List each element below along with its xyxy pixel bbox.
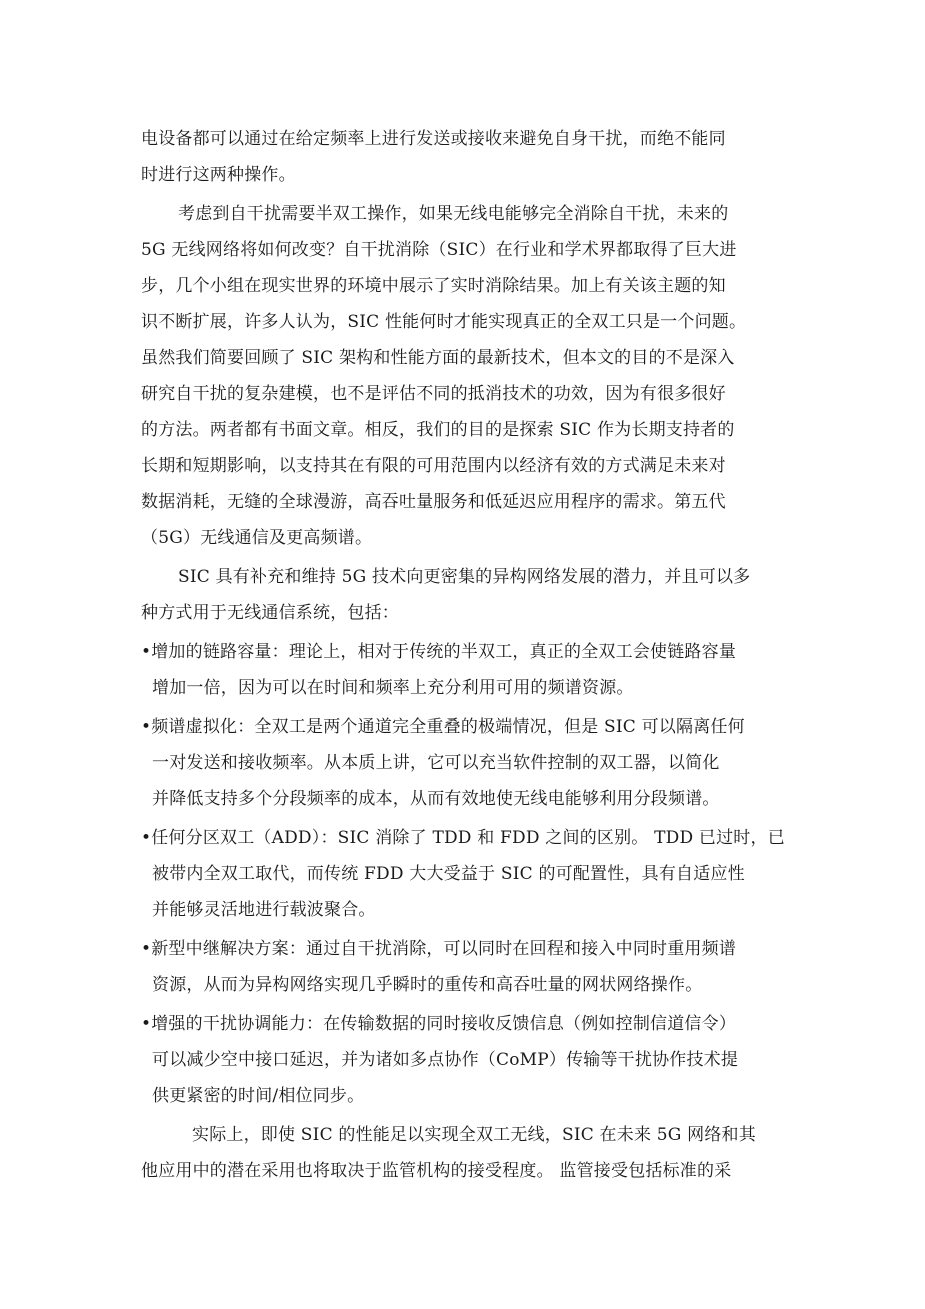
text-line: 时进行这两种操作。 [141, 165, 296, 185]
bullet-line: •新型中继解决方案：通过自干扰消除，可以同时在回程和接入中同时重用频谱 [141, 939, 737, 959]
bullet-line: •增强的干扰协调能力：在传输数据的同时接收反馈信息（例如控制信道信令） [141, 1014, 737, 1034]
text-line: 并能够灵活地进行载波聚合。 [152, 900, 376, 920]
bullet-line: •频谱虚拟化：全双工是两个通道完全重叠的极端情况，但是 SIC 可以隔离任何 [141, 717, 745, 737]
text-line: 的方法。两者都有书面文章。相反，我们的目的是探索 SIC 作为长期支持者的 [141, 420, 735, 440]
bullet-line: •增加的链路容量：理论上，相对于传统的半双工，真正的全双工会使链路容量 [141, 642, 737, 662]
text-line: 并降低支持多个分段频率的成本，从而有效地使无线电能够利用分段频谱。 [152, 789, 720, 809]
bullet-line: •任何分区双工（ADD）：SIC 消除了 TDD 和 FDD 之间的区别。 TDD 已过时，已 [141, 828, 785, 848]
text-line: 考虑到自干扰需要半双工操作，如果无线电能够完全消除自干扰，未来的 [178, 204, 729, 224]
text-line: 一对发送和接收频率。从本质上讲，它可以充当软件控制的双工器，以简化 [152, 753, 720, 773]
text-line: 研究自干扰的复杂建模，也不是评估不同的抵消技术的功效，因为有很多很好 [141, 384, 726, 404]
text-line: 供更紧密的时间/相位同步。 [152, 1086, 365, 1106]
text-line: 数据消耗，无缝的全球漫游，高吞吐量服务和低延迟应用程序的需求。第五代 [141, 492, 726, 512]
text-line: 实际上，即使 SIC 的性能足以实现全双工无线，SIC 在未来 5G 网络和其 [192, 1125, 756, 1145]
text-line: 增加一倍，因为可以在时间和频率上充分利用可用的频谱资源。 [152, 678, 634, 698]
text-line: 电设备都可以通过在给定频率上进行发送或接收来避免自身干扰，而绝不能同 [141, 129, 726, 149]
text-line: 被带内全双工取代，而传统 FDD 大大受益于 SIC 的可配置性，具有自适应性 [152, 864, 745, 884]
text-line: 步，几个小组在现实世界的环境中展示了实时消除结果。加上有关该主题的知 [141, 276, 726, 296]
text-line: 虽然我们简要回顾了 SIC 架构和性能方面的最新技术，但本文的目的不是深入 [141, 348, 735, 368]
text-line: （5G）无线通信及更高频谱。 [141, 528, 373, 548]
text-line: 可以减少空中接口延迟，并为诸如多点协作（CoMP）传输等干扰协作技术提 [152, 1050, 739, 1070]
text-line: 种方式用于无线通信系统，包括： [141, 603, 399, 623]
text-line: 5G 无线网络将如何改变？自干扰消除（SIC）在行业和学术界都取得了巨大进 [141, 240, 737, 260]
text-line: 识不断扩展，许多人认为，SIC 性能何时才能实现真正的全双工只是一个问题。 [141, 312, 747, 332]
text-line: SIC 具有补充和维持 5G 技术向更密集的异构网络发展的潜力，并且可以多 [178, 567, 751, 587]
text-line: 他应用中的潜在采用也将取决于监管机构的接受程度。 监管接受包括标准的采 [141, 1161, 732, 1181]
text-line: 长期和短期影响，以支持其在有限的可用范围内以经济有效的方式满足未来对 [141, 456, 726, 476]
text-line: 资源，从而为异构网络实现几乎瞬时的重传和高吞吐量的网状网络操作。 [152, 975, 703, 995]
